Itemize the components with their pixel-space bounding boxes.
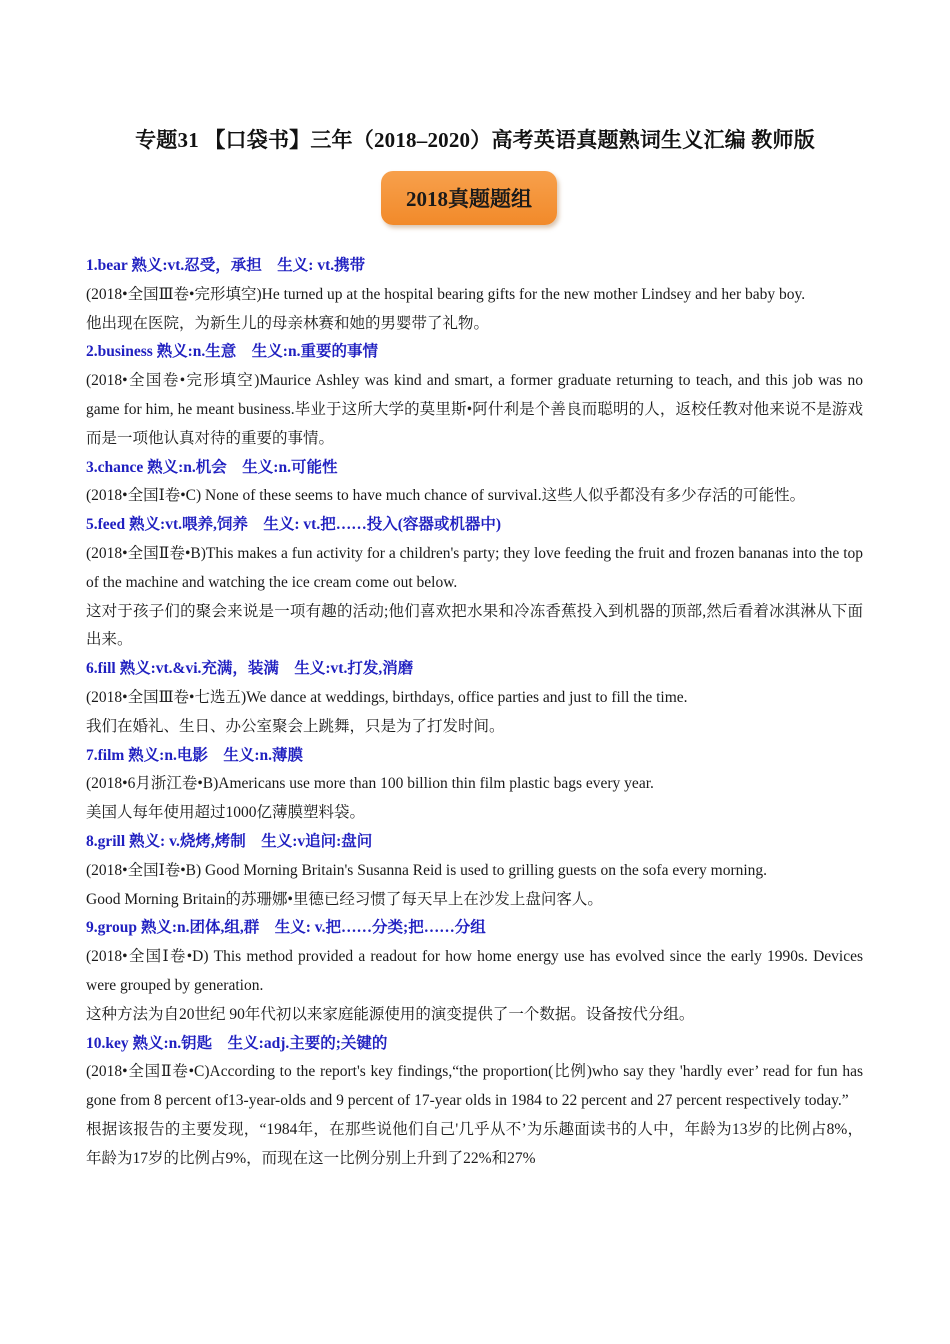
entry-key [86,1030,863,1174]
entry-feed [86,511,863,655]
entry-group [86,914,863,1029]
entry-heading: 10.key 熟义:n.钥匙 生义:adj.主要的;关键的 [86,1034,388,1052]
page-title: 专题31 【口袋书】三年（2018–2020）高考英语真题熟词生义汇编 教师版 [135,128,815,152]
entry-chance [86,454,863,512]
entry-example-en: (2018•全国Ⅱ卷•B)This makes a fun activity for a children's party; they love feeding the fruit and frozen bananas into the top of the machine and watching the ice cream come out below. [86,544,863,591]
entry-heading: 3.chance 熟义:n.机会 生义:n.可能性 [86,458,338,476]
entry-heading: 2.business 熟义:n.生意 生义:n.重要的事情 [86,343,378,361]
entry-business [86,338,863,453]
entry-bear [86,252,863,338]
entry-translation: 这种方法为自20世纪 90年代初以来家庭能源使用的演变提供了一个数据。设备按代分组。 [86,1005,695,1023]
entry-heading: 8.grill 熟义: v.烧烤,烤制 生义:v追问:盘问 [86,832,373,850]
entry-example-en: (2018•6月浙江卷•B)Americans use more than 100 billion thin film plastic bags every year. [86,775,654,793]
entry-heading: 9.group 熟义:n.团体,组,群 生义: v.把……分类;把……分组 [86,919,486,937]
entry-heading: 1.bear 熟义:vt.忍受，承担 生义: vt.携带 [86,257,366,274]
entry-translation: 美国人每年使用超过1000亿薄膜塑料袋。 [86,804,366,822]
entry-example-en: (2018•全国Ⅰ卷•C) None of these seems to have much chance of survival.这些人似乎都没有多少存活的可能性。 [86,487,806,505]
section-badge-label: 2018真题题组 [381,171,557,225]
entry-fill [86,655,863,741]
entries-list [86,252,863,1174]
entry-example-en: (2018•全国卷•完形填空)Maurice Ashley was kind and smart, a former graduate returning to teach, and this job was no game for him, he meant business.毕业于这所大学的莫里斯•阿什利是个善良而聪明的人，返校任教对他来说不是游戏而是一项他认真对待的重要的事情。 [86,372,863,447]
entry-grill [86,828,863,914]
entry-translation: 根据该报告的主要发现，“1984年，在那些说他们自己'几乎从不’为乐趣面读书的人中，年龄为13岁的比例占8%，年龄为17岁的比例占9%，而现在这一比例分别上升到了22%和27% [86,1120,863,1167]
entry-heading: 6.fill 熟义:vt.&vi.充满，装满 生义:vt.打发,消磨 [86,660,414,678]
entry-translation: 他出现在医院，为新生儿的母亲林赛和她的男婴带了礼物。 [86,314,490,332]
entry-translation: 我们在婚礼、生日、办公室聚会上跳舞，只是为了打发时间。 [86,717,505,735]
entry-heading: 7.film 熟义:n.电影 生义:n.薄膜 [86,746,304,764]
entry-example-en: (2018•全国Ⅲ卷•七选五)We dance at weddings, birthdays, office parties and just to fill the time. [86,688,688,706]
entry-example-en: (2018•全国Ⅰ卷•D) This method provided a readout for how home energy use has evolved since the early 1990s. Devices were grouped by generation. [86,948,863,994]
entry-film [86,742,863,828]
entry-translation: 这对于孩子们的聚会来说是一项有趣的活动;他们喜欢把水果和冷冻香蕉投入到机器的顶部,然后看着冰淇淋从下面出来。 [86,602,863,649]
entry-heading: 5.feed 熟义:vt.喂养,饲养 生义: vt.把……投入(容器或机器中) [86,516,502,534]
entry-example-en: (2018•全国Ⅱ卷•C)According to the report's key findings,“the proportion(比例)who say they 'hardly ever’ read for fun has gone from 8 percent of13-year-olds and 9 percent of 17-year olds in 1984 to 22 percent and 27 percent respectively today.” [86,1063,863,1110]
entry-translation: Good Morning Britain的苏珊娜•里德已经习惯了每天早上在沙发上盘问客人。 [86,890,603,908]
entry-example-en: (2018•全国Ⅲ卷•完形填空)He turned up at the hospital bearing gifts for the new mother Lindsey and her baby boy. [86,285,806,303]
section-badge [381,171,561,229]
entry-example-en: (2018•全国Ⅰ卷•B) Good Morning Britain's Susanna Reid is used to grilling guests on the sofa every morning. [86,861,768,879]
